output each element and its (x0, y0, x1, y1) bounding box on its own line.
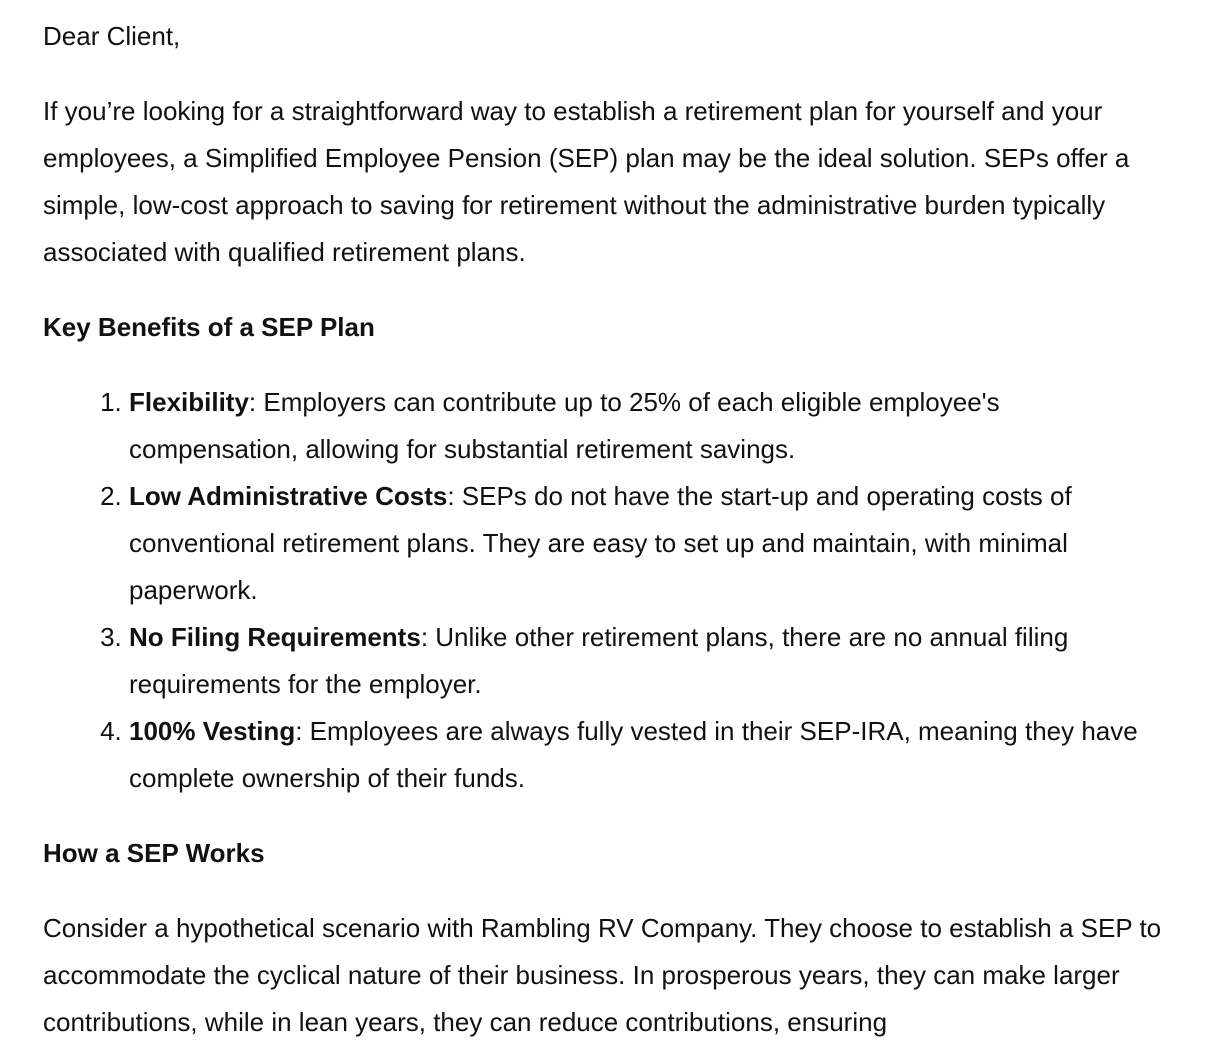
benefit-term: 100% Vesting (129, 716, 296, 746)
benefit-item (129, 379, 1168, 473)
benefit-item (129, 614, 1168, 708)
benefits-list (43, 379, 1168, 802)
benefit-item (129, 708, 1168, 802)
benefit-term: Low Administrative Costs (129, 481, 448, 511)
benefit-text: : Unlike other retirement plans, there are no annual filing requirements for the employer. (129, 622, 1069, 699)
benefit-term: No Filing Requirements (129, 622, 421, 652)
intro-paragraph: If you’re looking for a straightforward way to establish a retirement plan for yourself and your employees, a Simplified Employee Pension (SEP) plan may be the ideal solution. SEPs offer a simple, low-cost approach to saving for retirement without the administrative burden typically associated with qualified retirement plans. (43, 96, 1130, 267)
benefit-text: : Employers can contribute up to 25% of each eligible employee's compensation, allowing for substantial retirement savings. (129, 387, 1000, 464)
benefits-heading: Key Benefits of a SEP Plan (43, 312, 375, 342)
benefit-text: : Employees are always fully vested in their SEP-IRA, meaning they have complete ownership of their funds. (129, 716, 1138, 793)
benefit-item (129, 473, 1168, 614)
works-paragraph: Consider a hypothetical scenario with Rambling RV Company. They choose to establish a SEP to accommodate the cyclical nature of their business. In prosperous years, they can make larger contributions, while in lean years, they can reduce contributions, ensuring (43, 913, 1162, 1037)
benefit-term: Flexibility (129, 387, 249, 417)
benefit-text: : SEPs do not have the start-up and operating costs of conventional retirement plans. They are easy to set up and maintain, with minimal paperwork. (129, 481, 1072, 605)
works-heading: How a SEP Works (43, 838, 265, 868)
greeting: Dear Client, (43, 21, 181, 51)
